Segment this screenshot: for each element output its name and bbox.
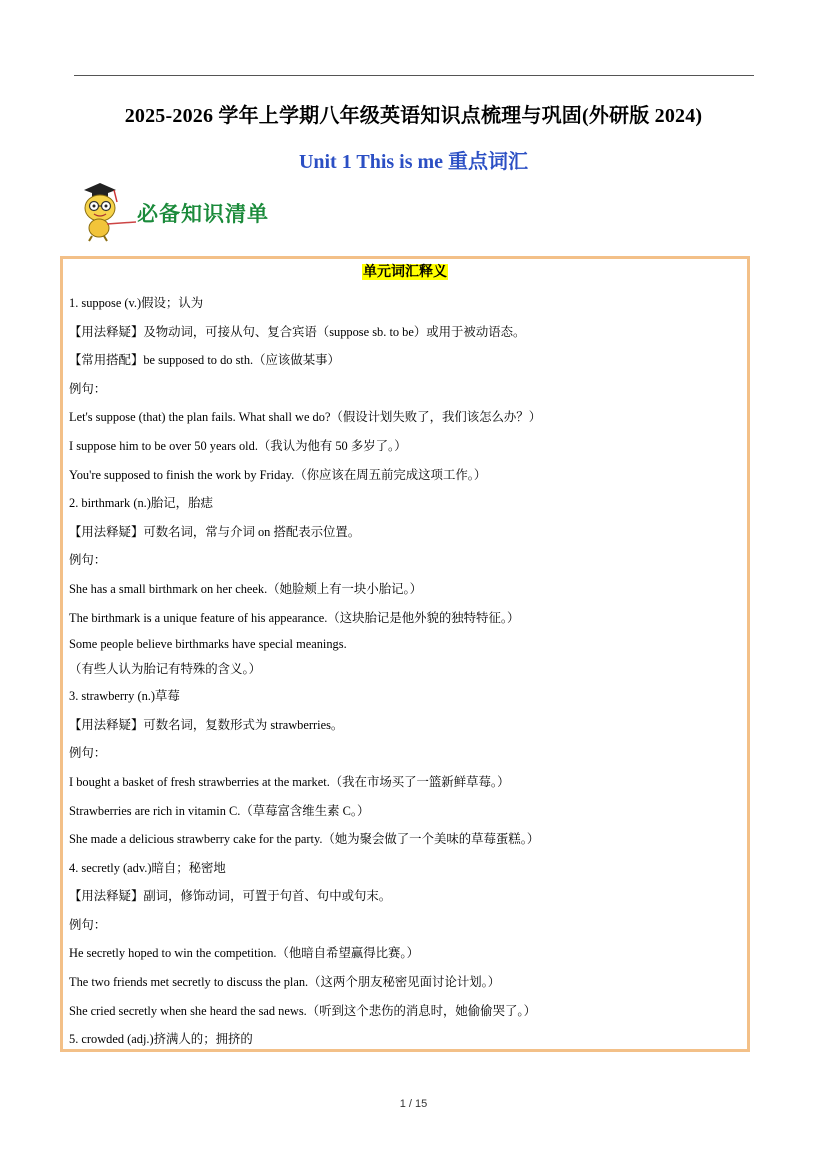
vocab-line: 【用法释疑】副词，修饰动词，可置于句首、句中或句末。: [69, 889, 392, 904]
page-number: 1 / 15: [399, 1098, 428, 1110]
vocab-line: 1. suppose (v.)假设；认为: [69, 296, 204, 310]
vocab-line: 例句：: [69, 746, 107, 761]
vocab-line: The two friends met secretly to discuss the plan.（这两个朋友秘密见面讨论计划。）: [69, 975, 501, 990]
vocab-line: I suppose him to be over 50 years old.（我认为他有 50 多岁了。）: [69, 438, 407, 453]
vocab-line: 5. crowded (adj.)挤满人的；拥挤的: [69, 1032, 253, 1047]
vocab-line: 例句：: [69, 553, 107, 568]
box-title-text: 单元词汇释义: [363, 264, 447, 280]
vocab-line: Strawberries are rich in vitamin C.（草莓富含维生素 C。）: [69, 803, 370, 818]
vocab-line: 例句：: [69, 381, 107, 396]
vocabulary-box: [60, 256, 750, 1052]
vocab-line: 例句：: [69, 917, 107, 932]
vocab-line: You're supposed to finish the work by Friday.（你应该在周五前完成这项工作。）: [69, 467, 487, 482]
vocab-line: 【用法释疑】可数名词，常与介词 on 搭配表示位置。: [69, 524, 361, 539]
header-rule: [74, 75, 754, 76]
section-banner: [74, 180, 374, 244]
banner-title: 必备知识清单: [137, 202, 269, 226]
vocab-line: 【常用搭配】be supposed to do sth.（应该做某事）: [69, 353, 340, 368]
vocabulary-lines: [69, 289, 743, 1054]
vocab-line: Some people believe birthmarks have special meanings.: [69, 637, 347, 652]
vocab-line: She has a small birthmark on her cheek.（她脸颊上有一块小胎记。）: [69, 581, 423, 596]
vocab-line: I bought a basket of fresh strawberries at the market.（我在市场买了一篮新鲜草莓。）: [69, 774, 510, 789]
vocab-line: He secretly hoped to win the competition.（他暗自希望赢得比赛。）: [69, 946, 419, 961]
vocab-line: 【用法释疑】及物动词，可接从句、复合宾语（suppose sb. to be）或用于被动语态。: [69, 324, 526, 339]
vocab-line: She cried secretly when she heard the sad news.（听到这个悲伤的消息时，她偷偷哭了。）: [69, 1003, 536, 1018]
box-title: [63, 261, 747, 281]
vocab-line: Let's suppose (that) the plan fails. What shall we do?（假设计划失败了，我们该怎么办？）: [69, 410, 542, 425]
vocab-line: 4. secretly (adv.)暗自；秘密地: [69, 860, 226, 875]
vocab-line: 3. strawberry (n.)草莓: [69, 689, 180, 704]
document-title: 2025-2026 学年上学期八年级英语知识点梳理与巩固(外研版 2024): [124, 105, 703, 127]
vocab-line: 【用法释疑】可数名词，复数形式为 strawberries。: [69, 717, 344, 732]
vocab-line: （有些人认为胎记有特殊的含义。）: [69, 662, 262, 677]
vocab-line: The birthmark is a unique feature of his appearance.（这块胎记是他外貌的独特特征。）: [69, 610, 520, 625]
vocab-line: 2. birthmark (n.)胎记，胎痣: [69, 496, 213, 511]
cartoon-teacher-icon: [74, 180, 138, 242]
unit-subtitle: Unit 1 This is me 重点词汇: [298, 151, 529, 173]
vocab-line: She made a delicious strawberry cake for the party.（她为聚会做了一个美味的草莓蛋糕。）: [69, 832, 540, 847]
